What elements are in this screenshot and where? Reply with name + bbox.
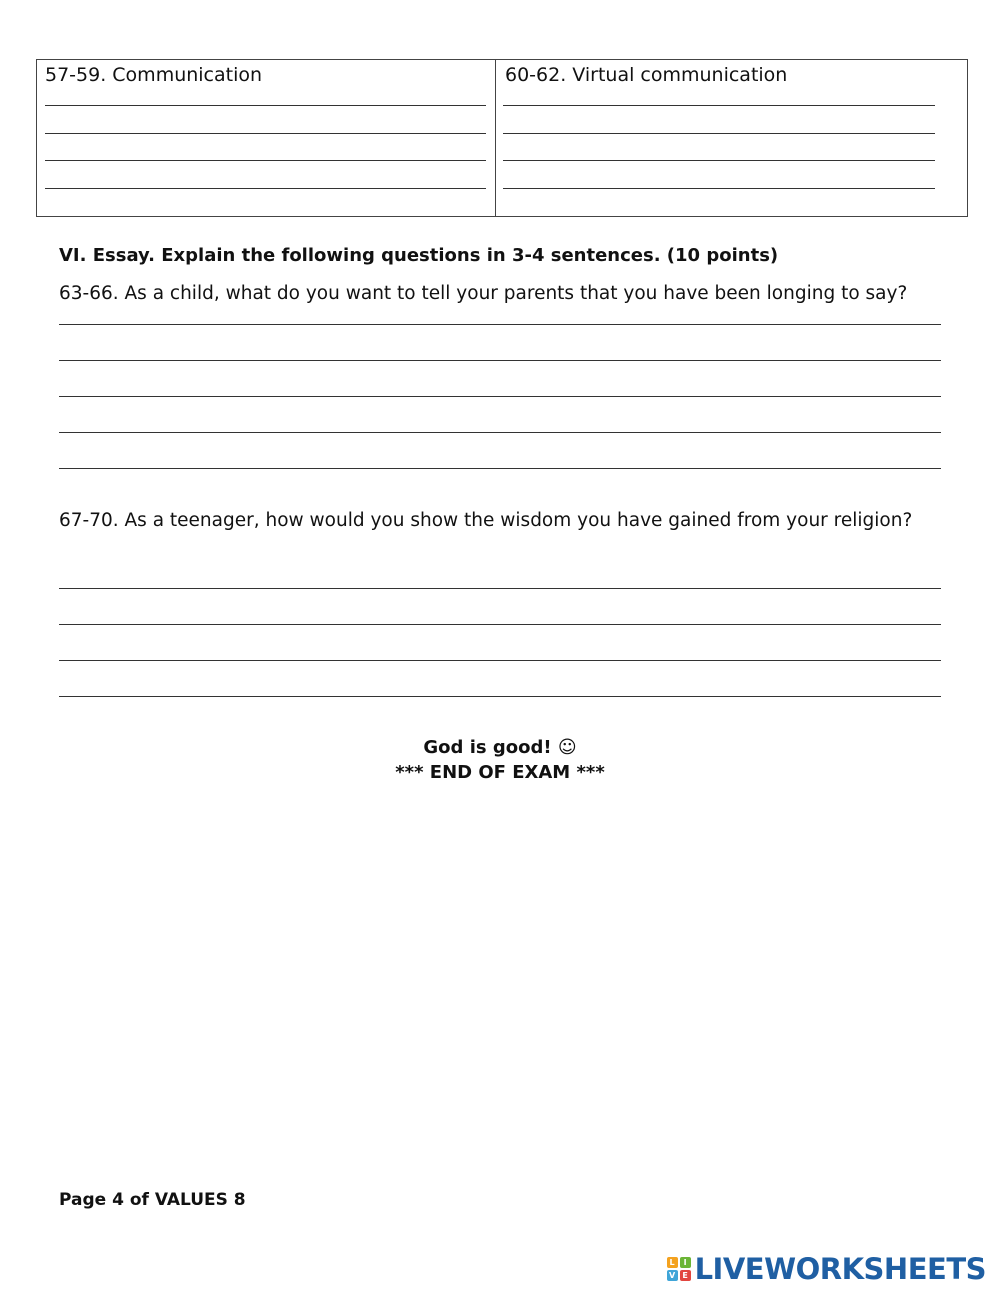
liveworksheets-logo-icon	[667, 1257, 691, 1281]
logo-tile: V	[667, 1270, 678, 1281]
logo-tile: E	[680, 1270, 691, 1281]
essay-answer-line[interactable]	[59, 468, 941, 469]
essay-answer-line[interactable]	[59, 624, 941, 625]
essay-answer-line[interactable]	[59, 324, 941, 325]
question-63-66: 63-66. As a child, what do you want to tell your parents that you have been longing to say?	[59, 283, 908, 304]
answer-line[interactable]	[503, 160, 935, 161]
end-of-exam-label: *** END OF EXAM ***	[395, 762, 605, 783]
answer-line[interactable]	[503, 105, 935, 106]
page-number: Page 4 of VALUES 8	[59, 1190, 246, 1210]
essay-answer-line[interactable]	[59, 396, 941, 397]
essay-answer-line[interactable]	[59, 432, 941, 433]
essay-answer-line[interactable]	[59, 660, 941, 661]
communication-cell	[37, 60, 496, 216]
essay-answer-line[interactable]	[59, 588, 941, 589]
virtual-communication-title: 60-62. Virtual communication	[505, 64, 788, 86]
answer-line[interactable]	[45, 105, 486, 106]
essay-answer-line[interactable]	[59, 360, 941, 361]
closing-message: God is good! ☺	[423, 737, 577, 758]
liveworksheets-logo[interactable]	[667, 1252, 986, 1286]
essay-answer-line[interactable]	[59, 696, 941, 697]
virtual-communication-cell	[496, 60, 967, 216]
section-heading: VI. Essay. Explain the following questions in 3-4 sentences. (10 points)	[59, 245, 779, 266]
answer-table	[36, 59, 968, 217]
logo-tile: I	[680, 1257, 691, 1268]
question-67-70: 67-70. As a teenager, how would you show the wisdom you have gained from your religion?	[59, 510, 913, 531]
answer-line[interactable]	[503, 133, 935, 134]
answer-line[interactable]	[45, 188, 486, 189]
logo-tile: L	[667, 1257, 678, 1268]
logo-wordmark: LIVEWORKSHEETS	[694, 1252, 986, 1286]
answer-line[interactable]	[503, 188, 935, 189]
answer-line[interactable]	[45, 160, 486, 161]
communication-title: 57-59. Communication	[45, 64, 263, 86]
answer-line[interactable]	[45, 133, 486, 134]
